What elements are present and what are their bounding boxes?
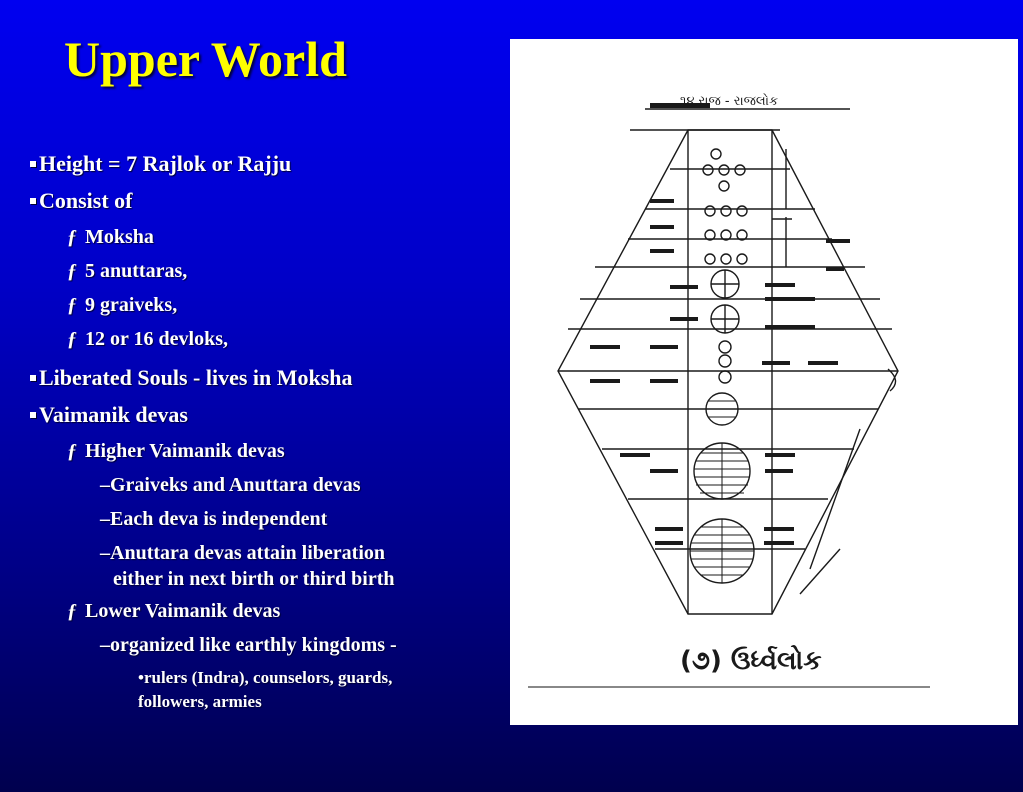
bullet-consist-of: Consist of (30, 187, 500, 224)
italic-f-bullet-icon: ƒ (67, 226, 77, 248)
dash-item-kingdoms: –organized like earthly kingdoms - (100, 634, 397, 656)
figure-caption: (૭) ઉર્ધ્વલોક (680, 646, 822, 676)
diagram-lines (558, 109, 898, 614)
square-bullet-icon (30, 198, 36, 204)
dash-item-independent: –Each deva is independent (100, 508, 328, 530)
square-bullet-icon (30, 375, 36, 381)
dot-item-rulers: •rulers (Indra), counselors, guards, followers, armies (138, 668, 393, 711)
italic-f-bullet-icon: ƒ (67, 294, 77, 316)
sub-bullet-anuttaras: ƒ 5 anuttaras, (67, 260, 188, 282)
italic-f-bullet-icon: ƒ (67, 260, 77, 282)
bullet-height: Height = 7 Rajlok or Rajju (30, 150, 500, 187)
sub-bullet-graiveks: ƒ 9 graiveks, (67, 294, 178, 316)
italic-f-bullet-icon: ƒ (67, 328, 77, 350)
sub-bullet-lower-vaimanik: ƒ Lower Vaimanik devas (67, 600, 281, 622)
circle-hatching (690, 401, 754, 583)
square-bullet-icon (30, 161, 36, 167)
figure-top-label: ૧૪ રાજ - રાજલોક (680, 94, 779, 109)
bullet-list (30, 150, 500, 714)
slide-title: Upper World (64, 31, 347, 87)
dash-item-liberation: –Anuttara devas attain liberation either in next birth or third birth (100, 542, 395, 590)
sub-bullet-devloks: ƒ 12 or 16 devloks, (67, 328, 228, 350)
bullet-vaimanik-devas: Vaimanik devas (30, 401, 500, 438)
sub-bullet-higher-vaimanik: ƒ Higher Vaimanik devas (67, 440, 285, 462)
italic-f-bullet-icon: ƒ (67, 600, 77, 622)
dash-item-graiveks-anuttara: –Graiveks and Anuttara devas (100, 474, 361, 496)
square-bullet-icon (30, 412, 36, 418)
upper-world-diagram (510, 39, 1018, 725)
bullet-liberated-souls: Liberated Souls - lives in Moksha (30, 364, 500, 401)
sub-bullet-moksha: ƒ Moksha (67, 226, 154, 248)
italic-f-bullet-icon: ƒ (67, 440, 77, 462)
diagram-svg (510, 39, 1018, 725)
